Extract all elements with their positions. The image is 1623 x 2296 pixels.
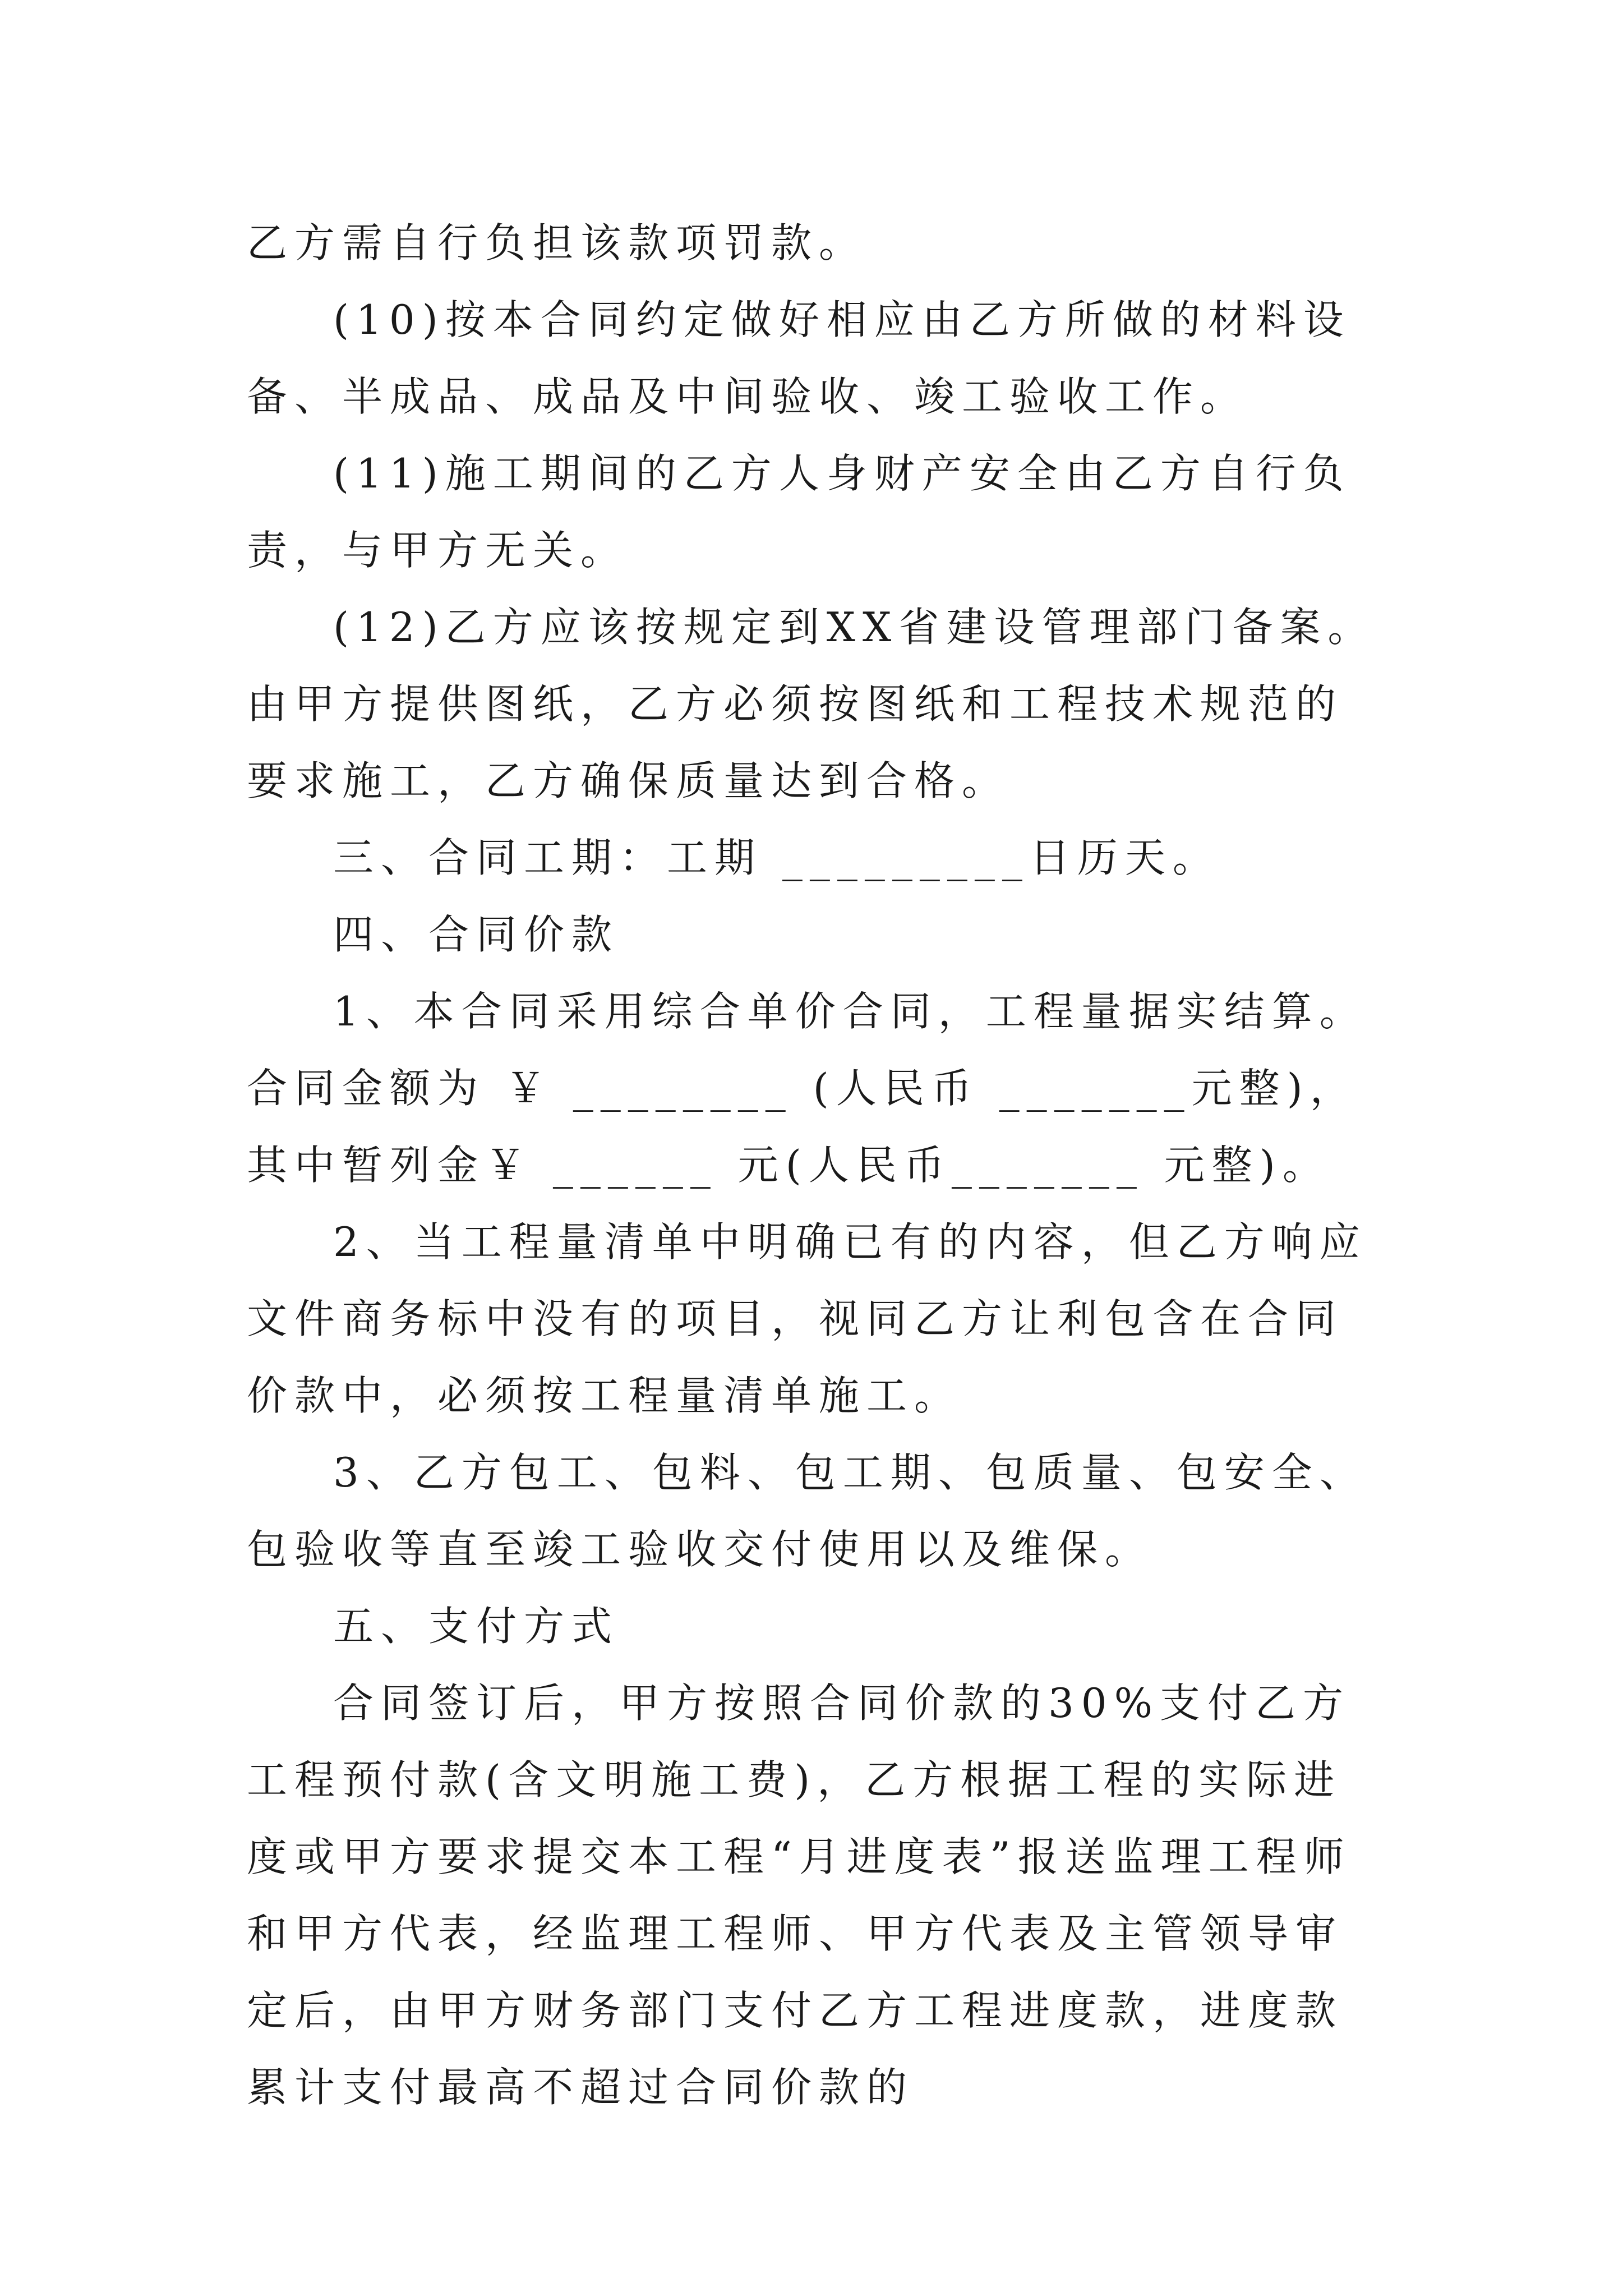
paragraph-price-clause-3: 3、乙方包工、包料、包工期、包质量、包安全、包验收等直至竣工验收交付使用以及维保。 — [247, 1449, 1367, 1573]
document-body — [247, 205, 1385, 2126]
section-heading-contract-price: 四、合同价款 — [333, 911, 620, 958]
paragraph-item-12: (12)乙方应该按规定到XX省建设管理部门备案。由甲方提供图纸，乙方必须按图纸和工程技术规范的要求施工，乙方确保质量达到合格。 — [247, 604, 1376, 804]
paragraph-price-clause-1: 1、本合同采用综合单价合同，工程量据实结算。合同金额为 ￥ ________ (人民币 _______元整)，其中暂列金￥ ______ 元(人民币_______ 元整)。 — [247, 988, 1367, 1189]
paragraph-payment-terms: 合同签订后，甲方按照合同价款的30%支付乙方工程预付款(含文明施工费)，乙方根据工程的实际进度或甲方要求提交本工程“月进度表”报送监理工程师和甲方代表，经监理工程师、甲方代表及主管领导审定后，由甲方财务部门支付乙方工程进度款，进度款累计支付最高不超过合同价款的 — [247, 1680, 1352, 2111]
section-heading-payment-method: 五、支付方式 — [333, 1603, 620, 1650]
section-heading-contract-period: 三、合同工期：工期 _________日历天。 — [333, 834, 1220, 881]
paragraph-item-10: (10)按本合同约定做好相应由乙方所做的材料设备、半成品、成品及中间验收、竣工验收工作。 — [247, 296, 1351, 420]
paragraph-penalty-continuation: 乙方需自行负担该款项罚款。 — [247, 219, 867, 266]
paragraph-item-11: (11)施工期间的乙方人身财产安全由乙方自行负责，与甲方无关。 — [247, 450, 1351, 574]
paragraph-price-clause-2: 2、当工程量清单中明确已有的内容，但乙方响应文件商务标中没有的项目，视同乙方让利包含在合同价款中，必须按工程量清单施工。 — [247, 1218, 1367, 1419]
